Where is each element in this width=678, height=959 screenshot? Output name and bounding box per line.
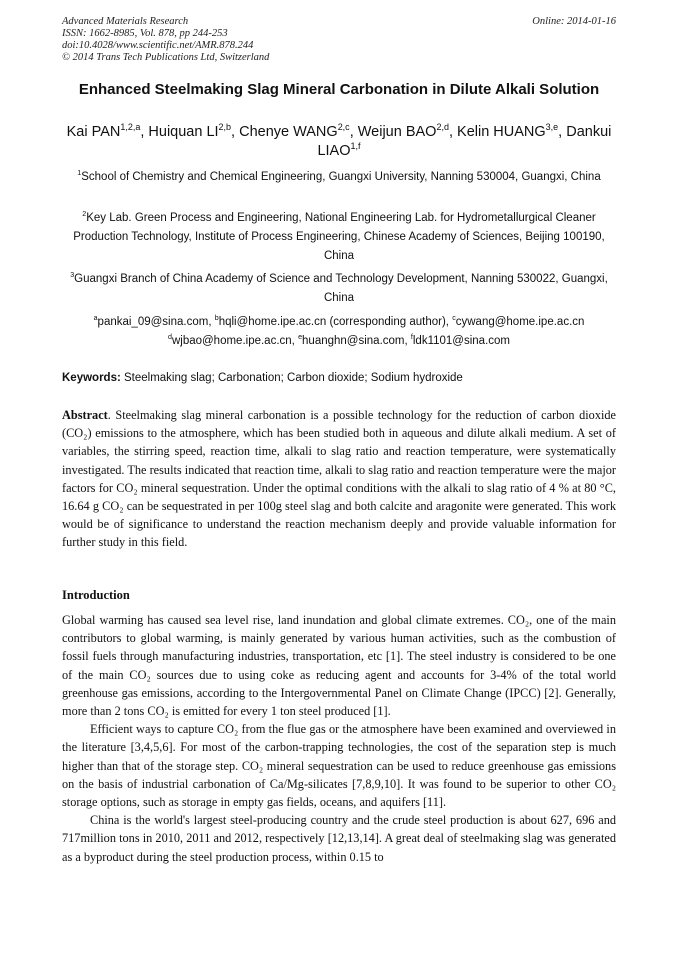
journal-header: [62, 16, 616, 64]
keywords-text: Steelmaking slag; Carbonation; Carbon dioxide; Sodium hydroxide: [124, 372, 463, 384]
online-date: Online: 2014-01-16: [532, 16, 616, 27]
keywords: [62, 370, 616, 386]
abstract-text: . Steelmaking slag mineral carbonation is a possible technology for the reduction of carbon dioxide (CO₂) emissions to the atmosphere, which has been studied both in aqueous and dilute alkali medium. A set of variables, the stirring speed, reaction time, alkali to slag ratio and reaction temperature, were systematically investigated. The results indicated that reaction time, alkali to slag ratio and reaction temperature were the major factors for CO₂ mineral sequestration. Under the optimal conditions with the alkali to slag ratio of 4 % at 80 °C, 16.64 g CO₂ can be sequestrated in per 100g steel slag and both calcite and aragonite were generated. This work would be of significance to understand the reaction mechanism deeply and provide valuable information for further study in this field.: [62, 408, 616, 550]
paragraph: Efficient ways to capture CO₂ from the flue gas or the atmosphere have been examined and overviewed in the literature [3,4,5,6]. For most of the carbon-trapping technologies, the cost of the separation step is much higher than that of the storage step. CO₂ mineral sequestration can be used to reduce greenhouse gas emissions on the basis of industrial carbonation of Ca/Mg-silicates [7,8,9,10]. It was found to be superior to other CO₂ storage options, such as storage in empty gas fields, oceans, and aquifers [11].: [62, 722, 616, 810]
author-list: [62, 123, 616, 161]
journal-name: Advanced Materials Research: [62, 16, 189, 27]
introduction-body: [62, 611, 616, 866]
journal-doi: doi:10.4028/www.scientific.net/AMR.878.244: [62, 40, 254, 51]
affiliation-3: $^3$Guangxi Branch of China Academy of Science and Technology Development, Nanning 530022, Guangxi, China: [70, 271, 608, 304]
paragraph: China is the world's largest steel-producing country and the crude steel production is about 627, 696 and 717million tons in 2010, 2011 and 2012, respectively [12,13,14]. A great deal of steelmaking slag was generated as a byproduct during the steel production process, within 0.15 to: [62, 813, 616, 864]
author: Weijun BAO$^{2,d}$,: [357, 122, 458, 140]
author: Kai PAN$^{1,2,a}$,: [66, 122, 149, 140]
email-c[interactable]: cywang@home.ipe.ac.cn: [455, 316, 585, 328]
affiliation-1: $^1$School of Chemistry and Chemical Engineering, Guangxi University, Nanning 530004, Guangxi, China: [77, 169, 601, 183]
author: Dankui LIAO$^{1,f}$: [317, 124, 612, 159]
abstract-label: Abstract: [62, 408, 108, 422]
affiliation-2: $^2$Key Lab. Green Process and Engineering, National Engineering Lab. for Hydrometallurgical Cleaner Production Technology, Institute of Process Engineering, Chinese Academy of Sciences, Beijing 100190, China: [73, 210, 605, 262]
journal-issn: ISSN: 1662-8985, Vol. 878, pp 244-253: [62, 28, 228, 39]
author: Huiquan LI$^{2,b}$,: [148, 122, 240, 140]
author-emails: $^a$pankai_09@sina.com, $^b$hqli@home.ipe.ac.cn (corresponding author), $^c$cywang@home.ipe.ac.cn $^d$wjbao@home.ipe.ac.cn, $^e$huanghn@sina.com, $^f$ldk1101@sina.com: [93, 314, 585, 347]
paper-title: Enhanced Steelmaking Slag Mineral Carbonation in Dilute Alkali Solution: [78, 81, 600, 98]
email-b[interactable]: hqli@home.ipe.ac.cn (corresponding author): [218, 316, 446, 328]
author: Kelin HUANG$^{3,e}$,: [457, 122, 567, 140]
email-e[interactable]: huanghn@sina.com: [302, 335, 405, 347]
abstract: [62, 406, 616, 552]
author: Chenye WANG$^{2,c}$,: [239, 122, 358, 140]
email-a[interactable]: pankai_09@sina.com: [97, 316, 209, 328]
journal-copyright: © 2014 Trans Tech Publications Ltd, Switzerland: [62, 52, 270, 63]
keywords-label: Keywords:: [62, 372, 121, 384]
paragraph: Global warming has caused sea level rise, land inundation and global climate extremes. CO₂, one of the main contributors to global warming, is mainly generated by various human activities, such as the combustion of fossil fuels through manufacturing industries, transportation, etc [1]. The steel industry is considered to be one of the main CO₂ sources due to using coke as reducing agent and accounts for 3-4% of the total world greenhouse gas emissions, according to the Intergovernmental Panel on Climate Change (IPCC) [2]. Generally, more than 2 tons CO₂ is emitted for every 1 ton steel produced [1].: [62, 613, 616, 719]
section-heading-introduction: Introduction: [62, 588, 130, 602]
email-f[interactable]: ldk1101@sina.com: [412, 335, 510, 347]
email-d[interactable]: wjbao@home.ipe.ac.cn: [171, 335, 292, 347]
